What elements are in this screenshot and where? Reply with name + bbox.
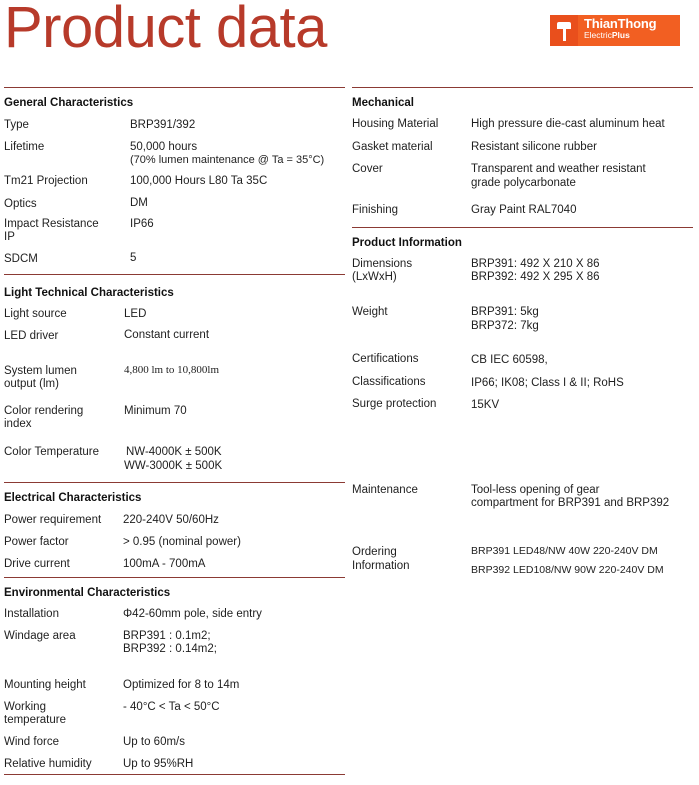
cover-value-2: grade polycarbonate: [471, 177, 576, 189]
drive-value: 100mA - 700mA: [123, 558, 206, 570]
mount-value: Optimized for 8 to 14m: [123, 679, 240, 691]
lifetime-label: Lifetime: [4, 141, 45, 153]
optics-label: Optics: [4, 198, 37, 210]
install-label: Installation: [4, 608, 59, 620]
drive-label: Drive current: [4, 558, 70, 570]
weight-value-372: BRP372: 7kg: [471, 320, 539, 332]
logo-name: ThianThong: [584, 16, 657, 31]
power-label: Power requirement: [4, 514, 102, 526]
order-label-2: Information: [352, 560, 410, 572]
lumen-label: System lumen: [4, 365, 77, 377]
section-environmental-heading: Environmental Characteristics: [4, 587, 171, 599]
cri-label-2: index: [4, 418, 32, 430]
divider: [352, 87, 693, 88]
install-value: Φ42-60mm pole, side entry: [123, 608, 262, 620]
gasket-label: Gasket material: [352, 141, 433, 153]
housing-label: Housing Material: [352, 118, 439, 130]
maint-value: Tool-less opening of gear: [471, 484, 600, 496]
power-value: 220-240V 50/60Hz: [123, 514, 219, 526]
section-light-heading: Light Technical Characteristics: [4, 287, 174, 299]
pf-value: > 0.95 (nominal power): [123, 536, 241, 548]
windage-value-392: BRP392 : 0.14m2;: [123, 643, 217, 655]
brand-logo: [550, 15, 680, 46]
cover-label: Cover: [352, 163, 383, 175]
impact-value: IP66: [130, 218, 154, 230]
type-value: BRP391/392: [130, 119, 196, 131]
class-value: IP66; IK08; Class I & II; RoHS: [471, 377, 624, 389]
order-value-392: BRP392 LED108/NW 90W 220-240V DM: [471, 564, 664, 576]
optics-value: DM: [130, 197, 148, 209]
tm21-label: Tm21 Projection: [4, 175, 88, 187]
cert-label: Certifications: [352, 353, 419, 365]
cri-value: Minimum 70: [124, 405, 187, 417]
lamp-icon: [550, 15, 578, 46]
maint-value-2: compartment for BRP391 and BRP392: [471, 497, 670, 509]
logo-sub2: Plus: [611, 30, 630, 40]
tm21-value: 100,000 Hours L80 Ta 35C: [130, 175, 268, 187]
sdcm-value: 5: [130, 252, 137, 264]
divider: [352, 227, 693, 228]
order-label: Ordering: [352, 546, 397, 558]
logo-sub1: Electric: [584, 30, 612, 40]
cert-value: CB IEC 60598,: [471, 354, 548, 366]
dim-label-2: (LxWxH): [352, 271, 397, 283]
impact-label: Impact Resistance: [4, 218, 99, 230]
cover-value: Transparent and weather resistant: [471, 163, 646, 175]
surge-value: 15KV: [471, 399, 500, 411]
driver-label: LED driver: [4, 330, 59, 342]
humidity-value: Up to 95%RH: [123, 758, 194, 770]
mount-label: Mounting height: [4, 679, 86, 691]
temp-label: Working: [4, 701, 46, 713]
weight-label: Weight: [352, 306, 388, 318]
humidity-label: Relative humidity: [4, 758, 92, 770]
page-title: Product data: [4, 0, 327, 60]
section-electrical-heading: Electrical Characteristics: [4, 492, 142, 504]
divider: [4, 774, 345, 775]
finish-value: Gray Paint RAL7040: [471, 204, 577, 216]
sdcm-label: SDCM: [4, 253, 38, 265]
divider: [4, 87, 345, 88]
lumen-value: 4,800 lm to 10,800lm: [124, 364, 220, 376]
section-mechanical-heading: Mechanical: [352, 97, 414, 109]
divider: [4, 274, 345, 275]
section-product-info-heading: Product Information: [352, 237, 462, 249]
cct-label: Color Temperature: [4, 446, 100, 458]
gasket-value: Resistant silicone rubber: [471, 141, 597, 153]
temp-value: - 40°C < Ta < 50°C: [123, 701, 220, 713]
dim-value-392: BRP392: 492 X 295 X 86: [471, 271, 600, 283]
windage-label: Windage area: [4, 630, 76, 642]
wind-value: Up to 60m/s: [123, 736, 185, 748]
lifetime-value: 50,000 hours: [130, 141, 198, 153]
divider: [4, 577, 345, 578]
pf-label: Power factor: [4, 536, 69, 548]
lumen-label-2: output (lm): [4, 378, 59, 390]
cct-value-ww: WW-3000K ± 500K: [124, 460, 223, 472]
class-label: Classifications: [352, 376, 426, 388]
dim-label: Dimensions: [352, 258, 413, 270]
divider: [4, 482, 345, 483]
order-value-391: BRP391 LED48/NW 40W 220-240V DM: [471, 545, 658, 557]
cri-label: Color rendering: [4, 405, 84, 417]
maint-label: Maintenance: [352, 484, 418, 496]
temp-label-2: temperature: [4, 714, 67, 726]
dim-value-391: BRP391: 492 X 210 X 86: [471, 258, 600, 270]
source-value: LED: [124, 308, 147, 320]
source-label: Light source: [4, 308, 67, 320]
cct-value-nw: NW-4000K ± 500K: [126, 446, 222, 458]
weight-value-391: BRP391: 5kg: [471, 306, 539, 318]
wind-label: Wind force: [4, 736, 59, 748]
finish-label: Finishing: [352, 204, 399, 216]
impact-label-2: IP: [4, 231, 15, 243]
surge-label: Surge protection: [352, 398, 437, 410]
driver-value: Constant current: [124, 329, 210, 341]
housing-value: High pressure die-cast aluminum heat: [471, 118, 665, 130]
type-label: Type: [4, 119, 29, 131]
windage-value-391: BRP391 : 0.1m2;: [123, 630, 211, 642]
lifetime-value-note: (70% lumen maintenance @ Ta = 35°C): [130, 154, 325, 166]
section-general-heading: General Characteristics: [4, 97, 134, 109]
